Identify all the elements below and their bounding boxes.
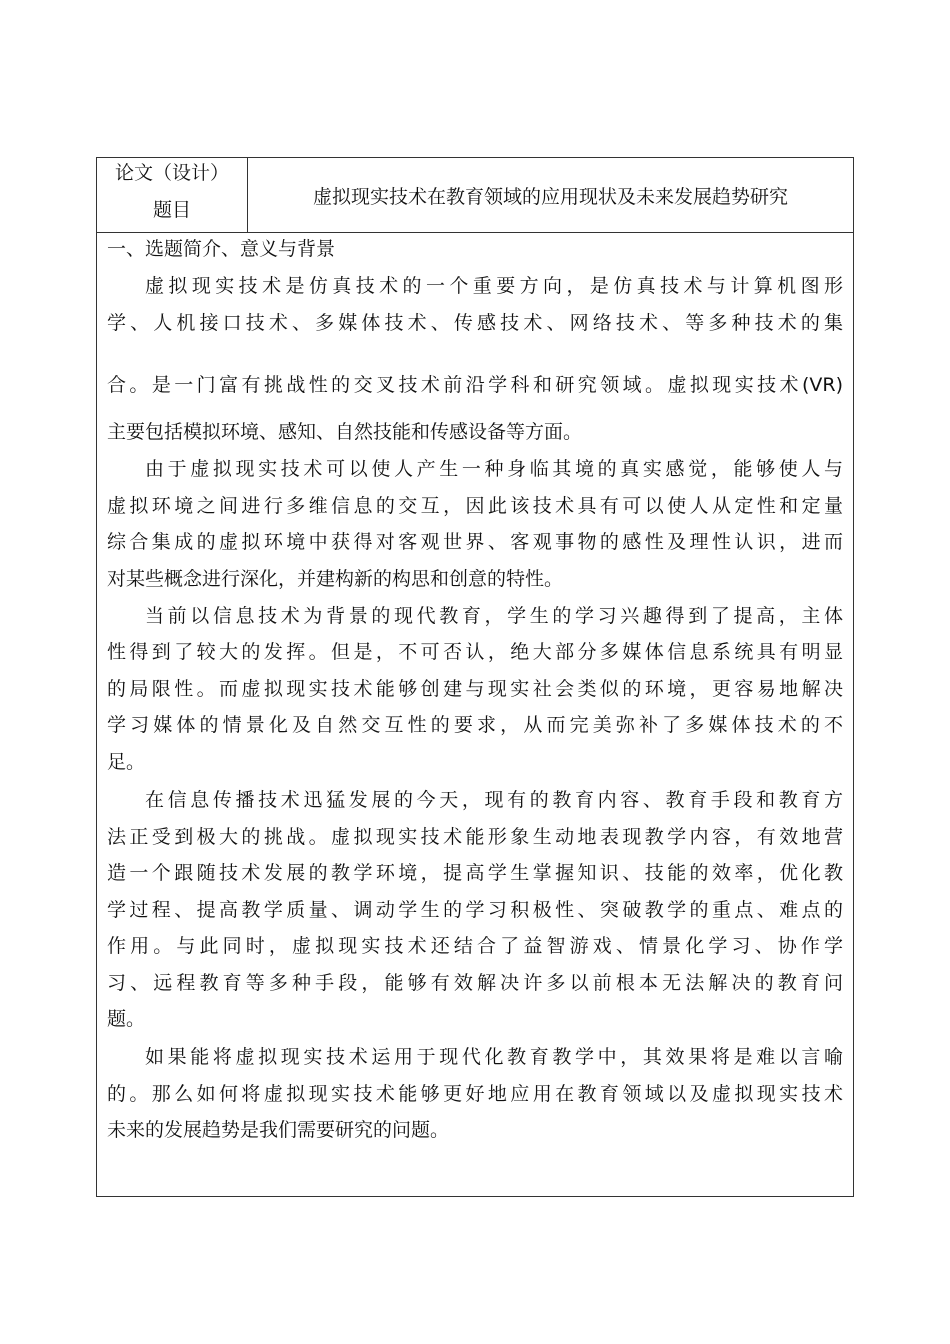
paragraph-4-line-6: 习、远程教育等多种手段，能够有效解决许多以前根本无法解决的教育问 <box>107 972 843 994</box>
paragraph-1-line-1: 虚拟现实技术是仿真技术的一个重要方向，是仿真技术与计算机图形 <box>145 275 843 297</box>
paragraph-4-line-4: 学过程、提高教学质量、调动学生的学习积极性、突破教学的重点、难点的 <box>107 899 843 921</box>
paragraph-4-line-2: 法正受到极大的挑战。虚拟现实技术能形象生动地表现教学内容，有效地营 <box>107 826 843 848</box>
paragraph-4-line-1: 在信息传播技术迅猛发展的今天，现有的教育内容、教育手段和教育方 <box>145 789 843 811</box>
paragraph-2-line-2: 虚拟环境之间进行多维信息的交互，因此该技术具有可以使人从定性和定量 <box>107 495 843 517</box>
paragraph-3-line-4: 学习媒体的情景化及自然交互性的要求，从而完美弥补了多媒体技术的不 <box>107 714 843 736</box>
paragraph-2-line-4: 对某些概念进行深化，并建构新的构思和创意的特性。 <box>107 568 564 590</box>
paragraph-5-line-3: 未来的发展趋势是我们需要研究的问题。 <box>107 1119 450 1141</box>
paragraph-4-line-3: 造一个跟随技术发展的教学环境，提高学生掌握知识、技能的效率，优化教 <box>107 862 843 884</box>
paragraph-1-line-3: 合。是一门富有挑战性的交叉技术前沿学科和研究领域。虚拟现实技术(VR) <box>107 374 843 396</box>
paragraph-5-line-2: 的。那么如何将虚拟现实技术能够更好地应用在教育领域以及虚拟现实技术 <box>107 1083 843 1105</box>
paragraph-3-line-1: 当前以信息技术为背景的现代教育，学生的学习兴趣得到了提高，主体 <box>145 605 843 627</box>
title-label-line2: 题目 <box>152 199 191 221</box>
paragraph-2-line-1: 由于虚拟现实技术可以使人产生一种身临其境的真实感觉，能够使人与 <box>145 458 843 480</box>
content-cell <box>97 233 853 1195</box>
paragraph-1-line-2: 学、人机接口技术、多媒体技术、传感技术、网络技术、等多种技术的集 <box>107 312 843 334</box>
paragraph-4-line-5: 作用。与此同时，虚拟现实技术还结合了益智游戏、情景化学习、协作学 <box>107 935 843 957</box>
paragraph-3-line-2: 性得到了较大的发挥。但是，不可否认，绝大部分多媒体信息系统具有明显 <box>107 641 843 663</box>
paragraph-4-line-7: 题。 <box>107 1008 146 1030</box>
proposal-table <box>96 157 854 1197</box>
paragraph-3-line-3: 的局限性。而虚拟现实技术能够创建与现实社会类似的环境，更容易地解决 <box>107 678 843 700</box>
thesis-title: 虚拟现实技术在教育领域的应用现状及未来发展趋势研究 <box>312 185 788 208</box>
paragraph-3-line-5: 足。 <box>107 751 146 773</box>
paragraph-1-line-4: 主要包括模拟环境、感知、自然技能和传感设备等方面。 <box>107 421 583 443</box>
paragraph-2-line-3: 综合集成的虚拟环境中获得对客观世界、客观事物的感性及理性认识，进而 <box>107 531 843 553</box>
title-row <box>97 158 853 233</box>
title-label-line1: 论文（设计） <box>114 162 229 184</box>
section-heading: 一、选题简介、意义与背景 <box>107 238 336 260</box>
paragraph-5-line-1: 如果能将虚拟现实技术运用于现代化教育教学中，其效果将是难以言喻 <box>145 1046 843 1068</box>
title-label-cell <box>97 158 248 232</box>
